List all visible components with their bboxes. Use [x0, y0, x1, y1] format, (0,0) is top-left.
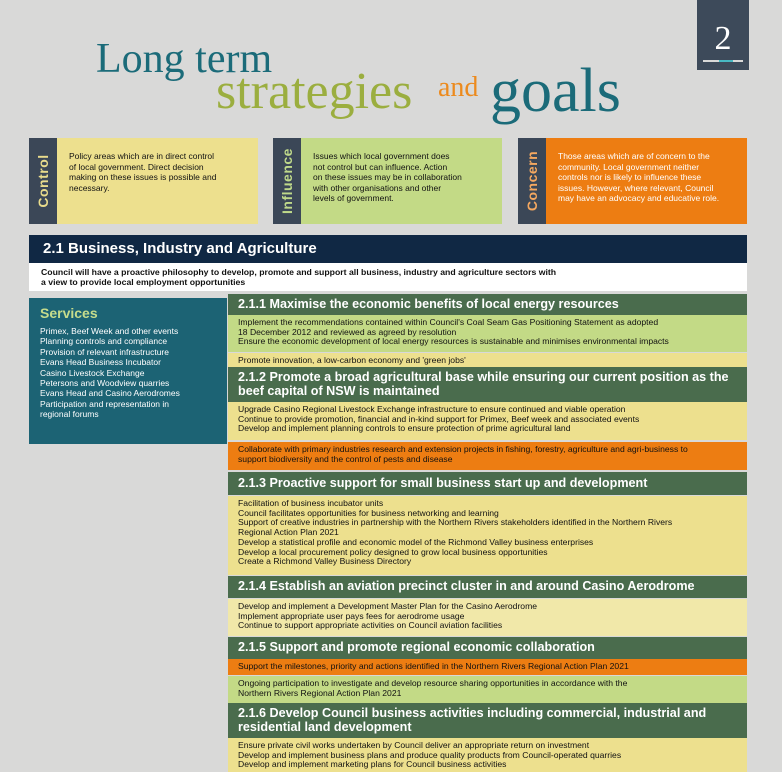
action-line: Create a Richmond Valley Business Directory: [238, 556, 412, 567]
service-item: Petersons and Woodview quarries: [40, 378, 170, 389]
section-intro-line: Council will have a proactive philosophy to develop, promote and support all business, industry and agriculture sectors with: [41, 267, 557, 277]
action-line: Support of creative industries in partnership with the Northern Rivers stakeholders identified in the Northern Rivers: [238, 517, 673, 528]
strategy-heading-line: 2.1.6 Develop Council business activities including commercial, industrial and: [238, 706, 707, 720]
service-item: Evans Head Business Incubator: [40, 357, 161, 368]
action-line: Develop and implement marketing plans for Council business activities: [238, 759, 507, 770]
strategy-row: [228, 353, 747, 367]
service-item: regional forums: [40, 409, 99, 420]
strategy-row: [228, 496, 747, 575]
action-line: Northern Rivers Regional Action Plan 2021: [238, 687, 402, 698]
legend-line: of local government. Direct decision: [69, 161, 204, 172]
action-line: Develop and implement a Development Master Plan for the Casino Aerodrome: [238, 601, 538, 611]
action-line: Regional Action Plan 2021: [238, 527, 339, 538]
strategy-row: [228, 315, 747, 352]
strategy-heading-line: 2.1.5 Support and promote regional economic collaboration: [238, 640, 595, 654]
legend-concern-tab: [518, 138, 546, 224]
legend-control-text: [57, 138, 258, 224]
action-line: Develop a local procurement policy designed to grow local business opportunities: [238, 546, 548, 557]
strategy-heading-line: 2.1.1 Maximise the economic benefits of local energy resources: [238, 297, 619, 311]
action-line: Develop a statistical profile and economic model of the Richmond Valley business enterprises: [238, 536, 594, 547]
service-item: Participation and representation in: [40, 398, 169, 409]
title-goals: goals: [490, 57, 621, 125]
action-line: Ensure private civil works undertaken by Council deliver an appropriate return on investment: [238, 740, 590, 750]
legend-influence-text: [301, 138, 502, 224]
action-line: Continue to support appropriate activities on Council aviation facilities: [238, 620, 503, 631]
action-line: Implement the recommendations contained within Council's Coal Seam Gas Positioning Statement as adopted: [238, 317, 659, 327]
action-line: Ensure the economic development of local energy resources is sustainable and minimises environmental impacts: [238, 336, 669, 347]
action-line: Implement appropriate user pays fees for aerodrome usage: [238, 610, 465, 621]
legend-line: may have an advocacy and educative role.: [558, 193, 720, 203]
action-line: Facilitation of business incubator units: [238, 498, 384, 508]
strategy-heading-2-1-3: [228, 472, 747, 495]
strategy-heading-2-1-2: [228, 367, 747, 402]
legend-influence-tab: [273, 138, 301, 224]
strategy-heading-2-1-4: [228, 576, 747, 598]
action-line: Collaborate with primary industries research and extension projects in fishing, forestry, agriculture and agri-business to: [238, 444, 688, 454]
action-line: Develop and implement business plans and produce quality products from Council-operated quarries: [238, 749, 622, 760]
strategy-heading-line: 2.1.4 Establish an aviation precinct cluster in and around Casino Aerodrome: [238, 579, 695, 593]
legend-line: with other organisations and other: [313, 182, 442, 193]
services-heading: Services: [40, 305, 98, 321]
action-line: 18 December 2012 and reviewed as agreed by resolution: [238, 326, 457, 337]
service-item: Planning controls and compliance: [40, 336, 168, 347]
title-strategies: strategies: [216, 63, 413, 120]
section-intro-line: a view to provide local employment opportunities: [41, 277, 246, 287]
services-panel: [29, 298, 227, 444]
legend-line: issues. However, where relevant, Council: [558, 182, 714, 193]
service-item: Provision of relevant infrastructure: [40, 346, 169, 357]
page-number-box: [697, 0, 749, 70]
strategy-row: [228, 599, 747, 636]
strategy-row: [228, 442, 747, 470]
strategy-heading-line: 2.1.2 Promote a broad agricultural base while ensuring our current position as the: [238, 370, 729, 384]
strategy-row: [228, 402, 747, 440]
action-line: support biodiversity and the control of pests and disease: [238, 453, 453, 464]
legend-line: Issues which local government does: [313, 151, 450, 161]
legend-line: levels of government.: [313, 193, 394, 203]
service-item: Evans Head and Casino Aerodromes: [40, 388, 180, 399]
legend-line: Policy areas which are in direct control: [69, 151, 215, 161]
action-line: Ongoing participation to investigate and develop resource sharing opportunities in accordance with the: [238, 678, 628, 688]
service-item: Casino Livestock Exchange: [40, 367, 145, 378]
strategy-heading-line: beef capital of NSW is maintained: [238, 384, 440, 398]
legend-line: controls nor is likely to influence these: [558, 172, 702, 182]
section-title: 2.1 Business, Industry and Agriculture: [29, 235, 747, 263]
section-intro: [29, 263, 747, 291]
legend-influence: [273, 138, 502, 224]
title-long-term: Long term: [96, 36, 273, 82]
action-line: Support the milestones, priority and actions identified in the Northern Rivers Regional Action Plan 2021: [238, 661, 629, 671]
action-line: Continue to provide promotion, financial and in-kind support for Primex, Beef week and associated events: [238, 413, 640, 424]
action-line: Upgrade Casino Regional Livestock Exchange infrastructure to ensure continued and viable operation: [238, 404, 626, 414]
strategy-heading-line: 2.1.3 Proactive support for small business start up and development: [238, 476, 648, 490]
service-item: Primex, Beef Week and other events: [40, 326, 179, 336]
legend-line: necessary.: [69, 182, 110, 193]
legend-control: [29, 138, 258, 224]
strategy-heading-line: residential land development: [238, 720, 412, 734]
strategy-row: [228, 659, 747, 675]
action-line: Council facilitates opportunities for business networking and learning: [238, 507, 499, 518]
page-number: 2: [714, 20, 732, 57]
legend-concern-text: [546, 138, 747, 224]
strategy-row: [228, 676, 747, 703]
legend-concern: [518, 138, 747, 224]
legend-control-label: Control: [35, 154, 51, 208]
legend-influence-label: Influence: [279, 148, 295, 214]
strategy-row: [228, 738, 747, 772]
legend-line: Those areas which are of concern to the: [558, 151, 710, 161]
action-line: Promote innovation, a low-carbon economy and 'green jobs': [238, 355, 466, 365]
strategy-heading-2-1-5: [228, 637, 747, 659]
title-and: and: [438, 72, 479, 103]
legend-line: making on these issues is possible and: [69, 172, 217, 182]
page-number-accent: [719, 60, 733, 62]
action-line: Develop and implement planning controls to ensure protection of prime agricultural land: [238, 423, 571, 434]
strategy-heading-2-1-6: [228, 703, 747, 738]
legend-line: on these issues may be in collaboration: [313, 172, 462, 182]
legend-line: community. Local government neither: [558, 161, 700, 172]
legend-concern-label: Concern: [524, 150, 540, 212]
legend-line: not control but can influence. Action: [313, 161, 448, 172]
legend-control-tab: [29, 138, 57, 224]
strategy-heading-2-1-1: [228, 294, 747, 315]
